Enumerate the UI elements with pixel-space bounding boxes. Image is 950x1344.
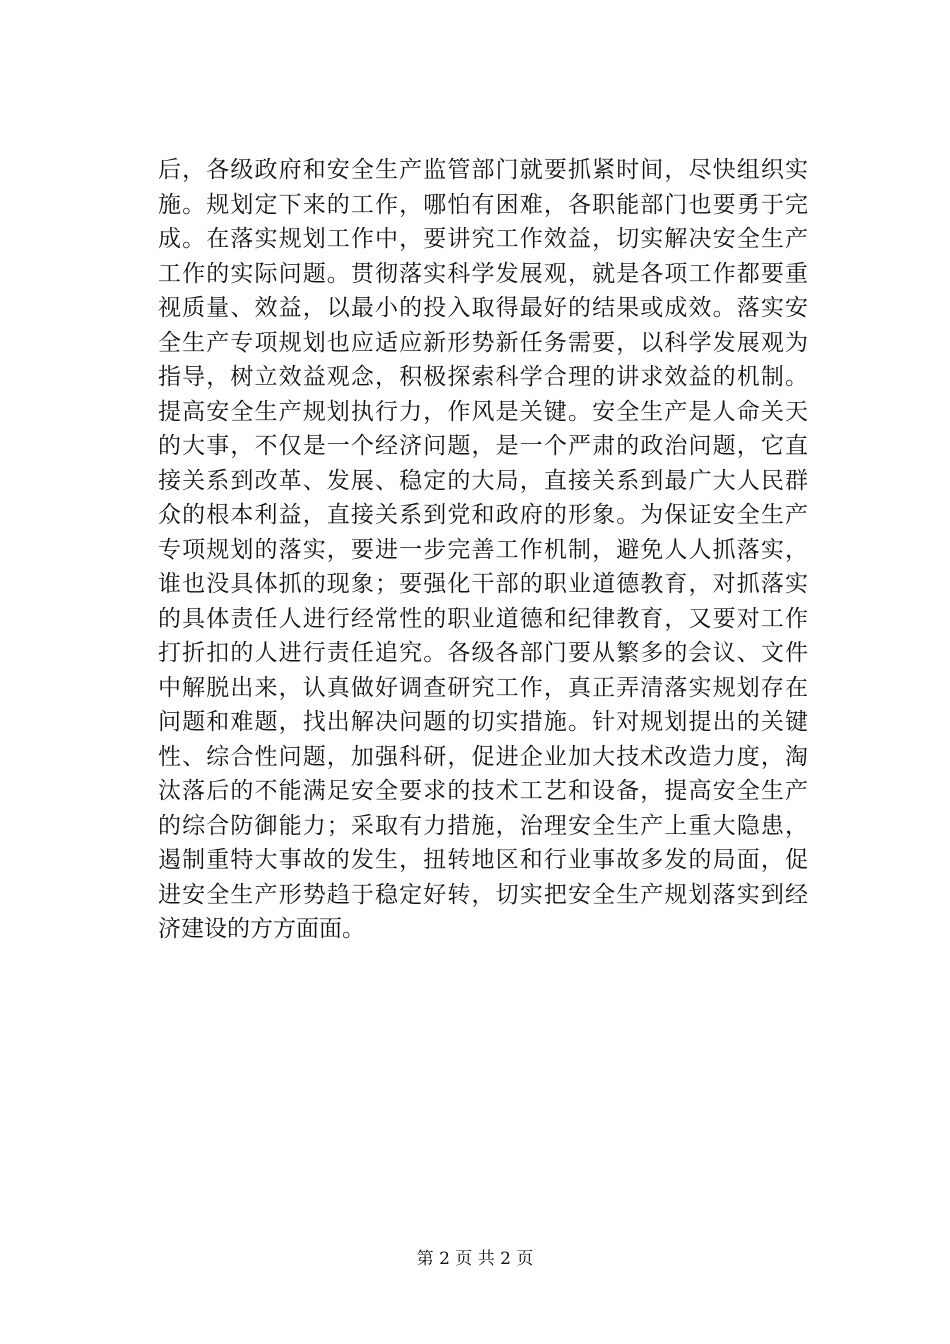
text-line: 进安全生产形势趋于稳定好转，切实把安全生产规划落实到经: [158, 881, 808, 908]
text-line: 专项规划的落实，要进一步完善工作机制，避免人人抓落实，: [158, 536, 808, 563]
text-line: 众的根本利益，直接关系到党和政府的形象。为保证安全生产: [158, 502, 808, 528]
text-line: 的综合防御能力；采取有力措施，治理安全生产上重大隐患，: [158, 812, 808, 839]
text-line: 施。规划定下来的工作，哪怕有困难，各职能部门也要勇于完: [158, 191, 808, 218]
text-line: 打折扣的人进行责任追究。各级各部门要从繁多的会议、文件: [158, 640, 808, 666]
text-line: 指导，树立效益观念，积极探索科学合理的讲求效益的机制。: [158, 364, 808, 390]
text-line: 成。在落实规划工作中，要讲究工作效益，切实解决安全生产: [158, 226, 808, 252]
text-line: 视质量、效益，以最小的投入取得最好的结果或成效。落实安: [158, 295, 808, 321]
text-line: 汰落后的不能满足安全要求的技术工艺和设备，提高安全生产: [158, 778, 808, 804]
text-line: 的大事，不仅是一个经济问题，是一个严肃的政治问题，它直: [158, 433, 808, 459]
text-line: 后，各级政府和安全生产监管部门就要抓紧时间，尽快组织实: [158, 157, 808, 183]
text-line: 的具体责任人进行经常性的职业道德和纪律教育，又要对工作: [158, 605, 808, 632]
page-number: 第 2 页 共 2 页: [416, 1249, 534, 1269]
text-line: 遏制重特大事故的发生，扭转地区和行业事故多发的局面，促: [158, 847, 808, 873]
text-line: 工作的实际问题。贯彻落实科学发展观，就是各项工作都要重: [158, 260, 808, 287]
text-line: 中解脱出来，认真做好调查研究工作，真正弄清落实规划存在: [158, 674, 808, 701]
text-line: 济建设的方方面面。: [158, 916, 365, 942]
body-paragraph: [158, 153, 808, 947]
text-line: 问题和难题，找出解决问题的切实措施。针对规划提出的关键: [158, 709, 808, 735]
text-line: 性、综合性问题，加强科研，促进企业加大技术改造力度，淘: [158, 743, 808, 770]
text-line: 谁也没具体抓的现象；要强化干部的职业道德教育，对抓落实: [158, 571, 808, 597]
text-line: 接关系到改革、发展、稳定的大局，直接关系到最广大人民群: [158, 467, 808, 494]
text-line: 提高安全生产规划执行力，作风是关键。安全生产是人命关天: [158, 398, 808, 425]
page-footer: [0, 1244, 950, 1269]
text-line: 全生产专项规划也应适应新形势新任务需要，以科学发展观为: [158, 329, 808, 356]
